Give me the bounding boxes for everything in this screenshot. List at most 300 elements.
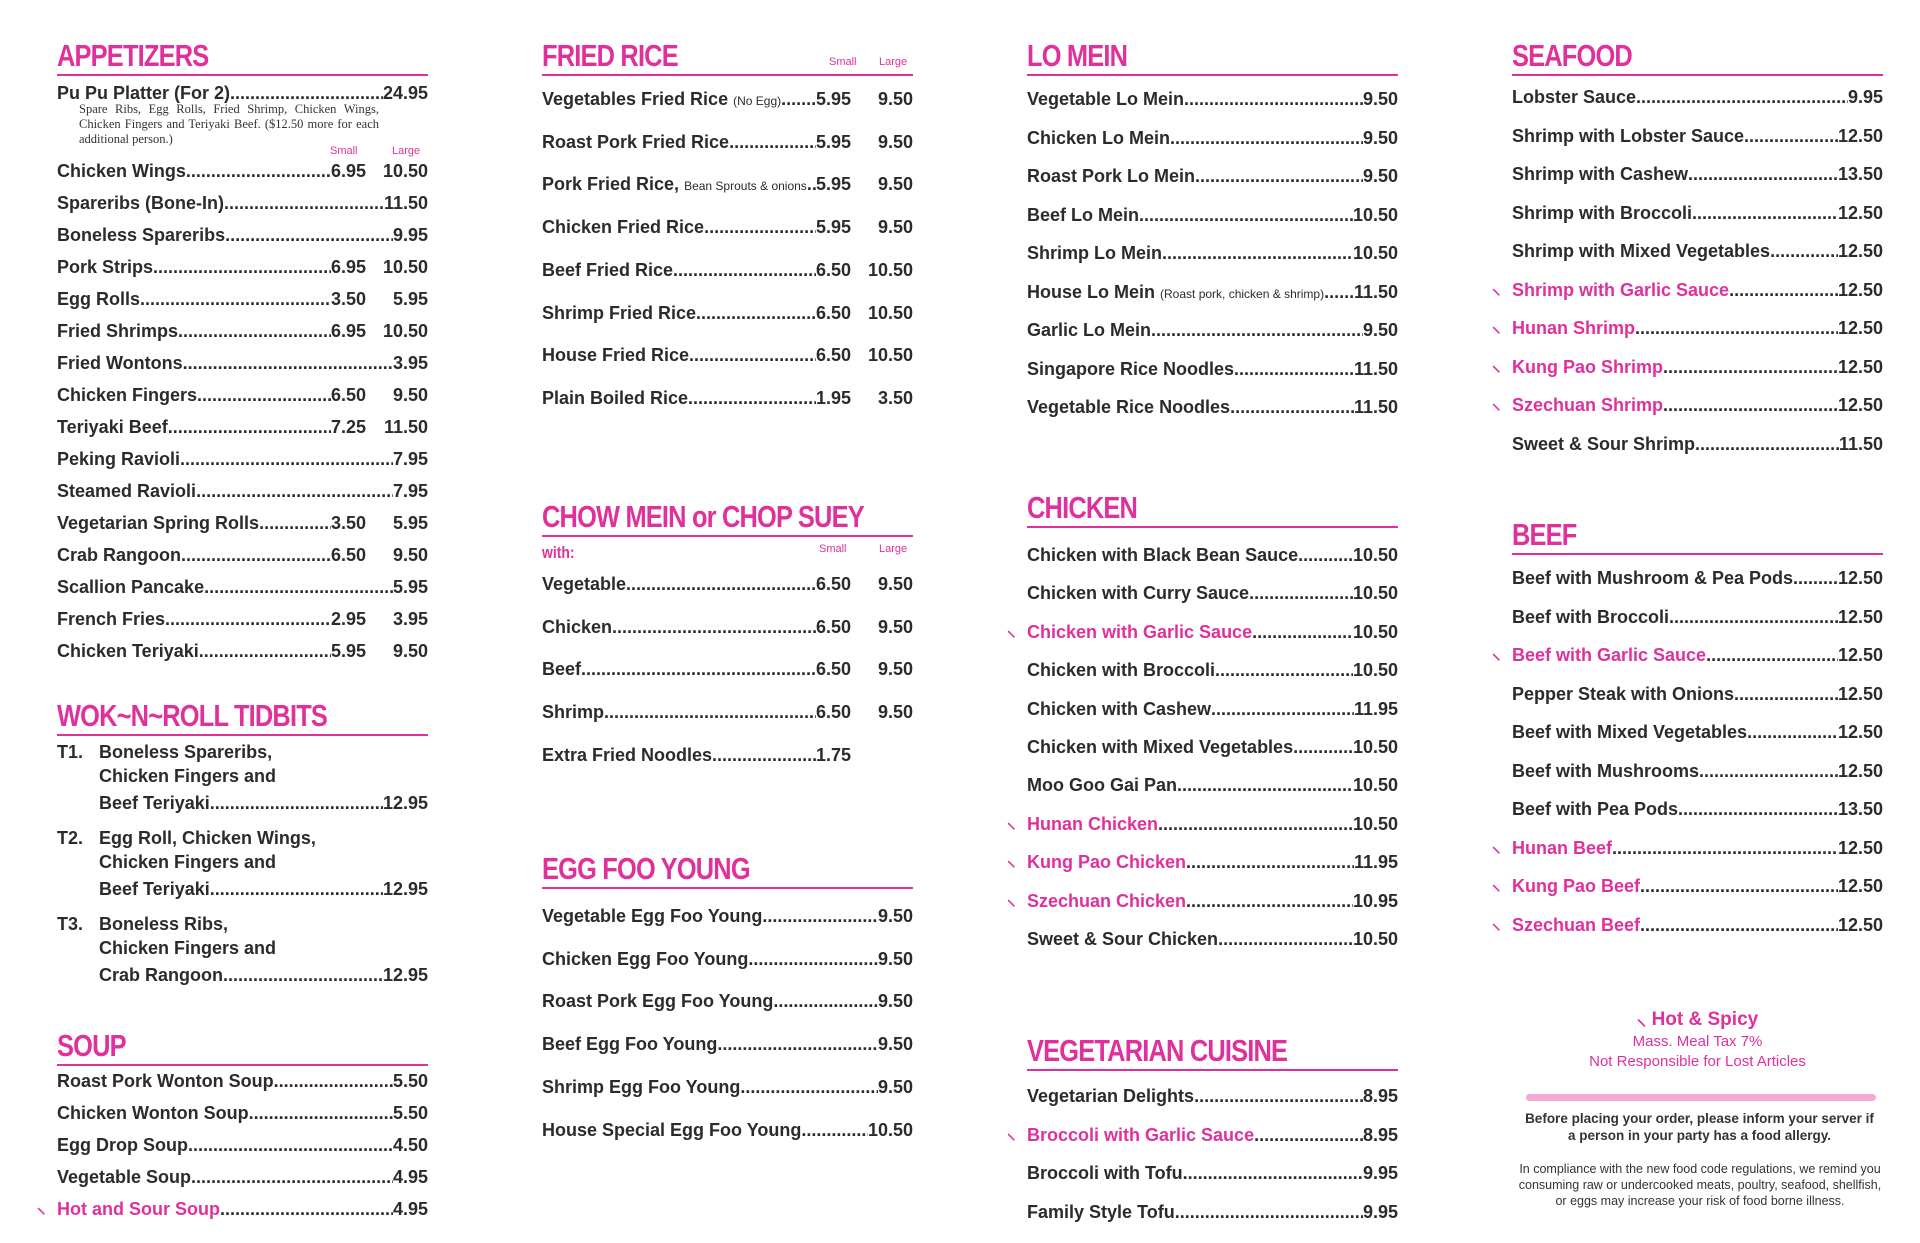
dot-leader xyxy=(1747,722,1838,743)
soup-heading xyxy=(57,1028,428,1066)
menu-item[interactable] xyxy=(1027,240,1398,264)
dot-leader xyxy=(1234,359,1354,380)
dot-leader xyxy=(230,83,383,104)
dot-leader xyxy=(696,303,816,324)
menu-item[interactable] xyxy=(542,171,913,195)
item-name: Beef with Garlic Sauce xyxy=(1512,645,1707,665)
item-name: Garlic Lo Mein xyxy=(1027,320,1152,340)
item-name: Shrimp Fried Rice xyxy=(542,302,697,323)
item-price: 4.95 xyxy=(392,1199,428,1219)
with-label: with: xyxy=(542,543,575,562)
menu-item[interactable] xyxy=(1512,200,1883,224)
menu-item[interactable] xyxy=(1007,888,1398,912)
menu-item[interactable] xyxy=(1492,835,1883,859)
menu-item[interactable] xyxy=(1027,542,1398,566)
menu-item[interactable] xyxy=(542,1031,913,1055)
dot-leader xyxy=(1640,876,1838,897)
menu-item[interactable] xyxy=(1512,719,1883,743)
menu-item[interactable] xyxy=(1027,317,1398,341)
menu-item[interactable] xyxy=(1027,696,1398,720)
item-price: 6.50 xyxy=(330,545,366,565)
item-price: 11.50 xyxy=(1353,358,1398,379)
dot-leader xyxy=(183,353,393,374)
item-price-large: 10.50 xyxy=(867,302,913,323)
menu-item[interactable] xyxy=(1007,849,1398,873)
menu-item[interactable] xyxy=(1512,431,1883,455)
menu-item[interactable] xyxy=(57,542,428,566)
item-name: Chicken Teriyaki xyxy=(57,641,199,661)
dot-leader xyxy=(180,449,393,470)
dot-leader xyxy=(717,1034,878,1055)
menu-item[interactable] xyxy=(57,574,428,598)
dot-leader xyxy=(807,174,816,195)
dot-leader xyxy=(773,991,878,1012)
dot-leader xyxy=(729,132,816,153)
item-price: 9.50 xyxy=(1362,89,1398,109)
menu-item[interactable] xyxy=(1492,642,1883,666)
item-name: Vegetarian Delights xyxy=(1027,1086,1195,1106)
menu-item[interactable] xyxy=(542,571,913,595)
item-price-large: 3.95 xyxy=(392,609,428,629)
item-price: 9.50 xyxy=(1362,166,1398,186)
item-price: 12.50 xyxy=(1837,760,1883,781)
dot-leader xyxy=(153,257,331,278)
pupu-description: Spare Ribs, Egg Rolls, Fried Shrimp, Chicken Wings, Chicken Fingers and Teriyaki Beef. ($12.50 more for each additional person.) xyxy=(79,102,379,146)
dot-leader xyxy=(249,1103,393,1124)
dot-leader xyxy=(210,879,383,900)
dot-leader xyxy=(604,702,816,723)
size-large-label: Large xyxy=(392,145,421,157)
item-name: Beef with Mushrooms xyxy=(1512,760,1700,781)
menu-item[interactable] xyxy=(57,414,428,438)
item-price: 12.50 xyxy=(1837,395,1883,415)
menu-item[interactable] xyxy=(542,214,913,238)
item-price: 12.95 xyxy=(382,965,428,985)
menu-item[interactable] xyxy=(1492,277,1883,301)
item-name: Shrimp with Broccoli xyxy=(1512,202,1693,223)
item-name: Crab Rangoon xyxy=(57,545,181,565)
item-name: House Lo Mein (Roast pork, chicken & shrimp) xyxy=(1027,281,1325,302)
item-price: 5.50 xyxy=(392,1103,428,1123)
item-name: Pu Pu Platter (For 2) xyxy=(57,83,231,103)
compliance-notice: In compliance with the new food code regulations, we remind you consuming raw or undercooked meats, poultry, seafood, shellfish, or eggs may increase your risk of food borne illness. xyxy=(1518,1162,1882,1208)
menu-item[interactable] xyxy=(57,510,428,534)
dot-leader xyxy=(1230,397,1354,418)
menu-item[interactable] xyxy=(57,286,428,310)
dot-leader xyxy=(1186,891,1353,912)
seafood-title: SEAFOOD xyxy=(1512,38,1632,73)
dot-leader xyxy=(1170,128,1363,149)
item-name: Scallion Pancake xyxy=(57,577,205,597)
item-name: Shrimp with Garlic Sauce xyxy=(1512,279,1730,300)
menu-item[interactable] xyxy=(57,1132,428,1156)
item-name: Chicken with Black Bean Sauce xyxy=(1027,545,1299,565)
dot-leader xyxy=(259,513,331,534)
item-price: 12.50 xyxy=(1837,202,1883,223)
item-name: French Fries xyxy=(57,609,166,629)
hot-legend xyxy=(1512,1005,1883,1031)
item-price: 5.50 xyxy=(392,1071,428,1091)
item-price: 24.95 xyxy=(382,83,428,103)
combo-line-text: Beef Teriyaki xyxy=(99,793,210,813)
dot-leader xyxy=(165,609,331,630)
hot-legend-label: Hot & Spicy xyxy=(1651,1009,1759,1030)
item-price: 5.95 xyxy=(815,89,851,109)
item-name: Beef with Pea Pods xyxy=(1512,799,1679,819)
item-name: Singapore Rice Noodles xyxy=(1027,358,1235,379)
item-name: Sweet & Sour Shrimp xyxy=(1512,433,1696,454)
combo-code: T3. xyxy=(57,914,84,934)
item-price: 9.50 xyxy=(877,1076,913,1097)
item-price: 1.95 xyxy=(815,387,851,408)
combo-line xyxy=(99,962,428,986)
chili-icon: ⸜ xyxy=(1492,278,1501,298)
dot-leader xyxy=(1695,434,1839,455)
chili-icon: ⸜ xyxy=(1492,644,1501,663)
item-name: Shrimp Lo Mein xyxy=(1027,243,1162,263)
menu-item[interactable] xyxy=(1512,604,1883,628)
menu-item[interactable] xyxy=(57,190,428,214)
dot-leader xyxy=(1663,357,1838,378)
item-price: 2.95 xyxy=(330,609,366,629)
dot-leader xyxy=(199,641,331,662)
menu-item[interactable] xyxy=(1027,202,1398,226)
dot-leader xyxy=(581,659,816,680)
item-name: Chicken Fingers xyxy=(57,385,198,405)
dot-leader xyxy=(1184,89,1363,110)
item-name: Roast Pork Fried Rice xyxy=(542,131,730,152)
menu-item[interactable] xyxy=(57,638,428,662)
menu-item[interactable] xyxy=(542,988,913,1012)
menu-item[interactable] xyxy=(542,342,913,366)
menu-item[interactable] xyxy=(57,254,428,278)
dot-leader xyxy=(1688,164,1838,185)
dot-leader xyxy=(762,906,878,927)
menu-item[interactable] xyxy=(542,903,913,927)
size-small-label: Small xyxy=(819,543,847,555)
item-price: 11.95 xyxy=(1353,698,1398,719)
dot-leader xyxy=(1706,645,1838,666)
item-price-large: 10.50 xyxy=(867,345,913,366)
item-price: 10.50 xyxy=(1352,583,1398,604)
menu-item[interactable] xyxy=(1027,86,1398,110)
menu-item[interactable] xyxy=(1492,873,1883,897)
item-price: 9.50 xyxy=(1362,127,1398,148)
menu-item[interactable] xyxy=(57,1100,428,1124)
lost-articles-note: Not Responsible for Lost Articles xyxy=(1589,1053,1806,1070)
combo-line: Chicken Fingers and xyxy=(99,852,277,872)
item-price: 9.50 xyxy=(877,991,913,1012)
dot-leader xyxy=(781,89,816,110)
dot-leader xyxy=(204,577,393,598)
item-name: Chicken with Garlic Sauce xyxy=(1027,621,1253,642)
menu-item[interactable] xyxy=(1027,657,1398,681)
item-price: 10.95 xyxy=(1352,890,1398,911)
item-name: Pork Fried Rice, Bean Sprouts & onions xyxy=(542,174,807,195)
item-name: Chicken with Cashew xyxy=(1027,698,1212,719)
item-price: 11.50 xyxy=(1838,433,1883,454)
dot-leader xyxy=(1162,243,1353,264)
menu-item[interactable] xyxy=(542,699,913,723)
item-name: Hunan Beef xyxy=(1512,837,1613,858)
menu-item[interactable] xyxy=(37,1196,428,1220)
dot-leader xyxy=(1298,545,1353,566)
item-price: 10.50 xyxy=(1352,813,1398,834)
menu-item[interactable] xyxy=(1492,912,1883,936)
item-price: 10.50 xyxy=(1352,204,1398,225)
menu-item[interactable] xyxy=(1027,356,1398,380)
item-name: Kung Pao Beef xyxy=(1512,876,1641,896)
dot-leader xyxy=(1211,699,1354,720)
item-price: 6.95 xyxy=(330,161,366,181)
menu-item[interactable] xyxy=(1027,163,1398,187)
dot-leader xyxy=(1293,737,1353,758)
item-price: 10.50 xyxy=(1352,660,1398,681)
combo-code: T2. xyxy=(57,828,84,848)
menu-item[interactable] xyxy=(542,129,913,153)
item-name: Shrimp with Mixed Vegetables xyxy=(1512,241,1771,261)
dot-leader xyxy=(1770,241,1838,262)
menu-item[interactable] xyxy=(57,382,428,406)
item-price: 8.95 xyxy=(1362,1124,1398,1145)
menu-item[interactable] xyxy=(1027,1160,1398,1184)
chili-icon: ⸜ xyxy=(1492,394,1501,413)
item-name: Szechuan Shrimp xyxy=(1512,395,1664,415)
item-name: Chicken xyxy=(542,616,613,637)
lo-mein-title: LO MEIN xyxy=(1027,38,1128,73)
item-price: 1.75 xyxy=(815,744,851,765)
item-note: Bean Sprouts & onions xyxy=(684,179,807,194)
menu-item[interactable] xyxy=(1512,681,1883,705)
item-price: 9.95 xyxy=(392,225,428,245)
chili-icon: ⸜ xyxy=(1007,812,1016,832)
item-price-large: 5.95 xyxy=(392,513,428,533)
item-price-large: 11.50 xyxy=(383,417,428,437)
item-name: Szechuan Chicken xyxy=(1027,890,1187,911)
dot-leader xyxy=(225,225,393,246)
menu-item[interactable] xyxy=(57,478,428,502)
dot-leader xyxy=(1158,814,1353,835)
chicken-title: CHICKEN xyxy=(1027,490,1138,525)
menu-item[interactable] xyxy=(57,222,428,246)
combo-line xyxy=(99,876,428,900)
dot-leader xyxy=(801,1120,868,1141)
menu-item[interactable] xyxy=(1027,772,1398,796)
lo-mein-heading xyxy=(1027,38,1398,76)
dot-leader xyxy=(197,385,331,406)
item-price: 6.95 xyxy=(330,257,366,277)
dot-leader xyxy=(196,481,393,502)
dot-leader xyxy=(1678,799,1838,820)
item-price: 12.50 xyxy=(1837,722,1883,742)
egg-foo-young-heading xyxy=(542,851,913,889)
chili-icon: ⸜ xyxy=(1492,317,1501,336)
item-name: Vegetable Egg Foo Young xyxy=(542,906,763,926)
item-price: 6.95 xyxy=(330,321,366,341)
menu-item[interactable] xyxy=(1007,619,1398,643)
dot-leader xyxy=(1640,915,1838,936)
item-name: Extra Fried Noodles xyxy=(542,744,713,765)
menu-item[interactable] xyxy=(542,1074,913,1098)
item-name: Boneless Spareribs xyxy=(57,225,226,245)
menu-item[interactable] xyxy=(1512,161,1883,185)
menu-item[interactable] xyxy=(542,86,913,110)
menu-item[interactable] xyxy=(1027,926,1398,950)
dot-leader xyxy=(1793,568,1838,589)
dot-leader xyxy=(1734,684,1838,705)
menu-item[interactable] xyxy=(1512,565,1883,589)
chow-mein-heading xyxy=(542,499,913,537)
menu-item[interactable] xyxy=(57,318,428,342)
dot-leader xyxy=(1252,622,1353,643)
item-price: 11.50 xyxy=(1353,397,1398,417)
dot-leader xyxy=(181,545,331,566)
menu-item[interactable] xyxy=(542,1117,913,1141)
dot-leader xyxy=(186,161,331,182)
dot-leader xyxy=(210,793,383,814)
item-name: Roast Pork Lo Mein xyxy=(1027,166,1196,186)
dot-leader xyxy=(274,1071,393,1092)
chili-icon: ⸜ xyxy=(1492,913,1501,933)
item-name: Steamed Ravioli xyxy=(57,481,197,501)
menu-item-pupu[interactable] xyxy=(57,80,428,104)
menu-item[interactable] xyxy=(1512,84,1883,108)
dot-leader xyxy=(1177,775,1353,796)
chili-icon: ⸜ xyxy=(1007,851,1016,871)
combo-line: Chicken Fingers and xyxy=(99,938,277,958)
allergy-notice: Before placing your order, please inform your server if a person in your party has a food allergy. xyxy=(1525,1111,1874,1143)
item-price: 11.95 xyxy=(1353,852,1398,873)
menu-item[interactable] xyxy=(1027,580,1398,604)
chili-icon: ⸜ xyxy=(1492,875,1501,894)
menu-item[interactable] xyxy=(57,606,428,630)
menu-item[interactable] xyxy=(542,300,913,324)
item-price: 7.25 xyxy=(330,417,366,437)
item-price: 12.95 xyxy=(382,793,428,813)
item-price-large: 10.50 xyxy=(382,161,428,181)
dot-leader xyxy=(1669,607,1838,628)
menu-item[interactable] xyxy=(542,742,913,766)
combo-line: Boneless Spareribs, xyxy=(99,742,273,762)
menu-item[interactable] xyxy=(57,1164,428,1188)
item-name: Beef Egg Foo Young xyxy=(542,1034,718,1055)
item-name: Pork Strips xyxy=(57,257,154,277)
menu-item[interactable] xyxy=(542,257,913,281)
dot-leader xyxy=(1692,203,1838,224)
item-price: 5.95 xyxy=(815,217,851,238)
item-name: Vegetable Lo Mein xyxy=(1027,89,1185,109)
item-price: 9.50 xyxy=(1362,320,1398,340)
menu-item[interactable] xyxy=(1027,1083,1398,1107)
menu-item[interactable] xyxy=(1492,354,1883,378)
item-name: Shrimp with Lobster Sauce xyxy=(1512,125,1745,146)
item-price: 3.95 xyxy=(392,353,428,373)
menu-item[interactable] xyxy=(1512,758,1883,782)
item-price-large: 9.50 xyxy=(877,217,913,238)
dot-leader xyxy=(1324,282,1354,303)
item-price: 10.50 xyxy=(1352,929,1398,949)
menu-item[interactable] xyxy=(542,614,913,638)
dot-leader xyxy=(689,345,816,366)
item-price: 10.50 xyxy=(1352,621,1398,642)
dot-leader xyxy=(140,289,331,310)
fried-rice-heading xyxy=(542,38,913,76)
menu-item[interactable] xyxy=(1007,811,1398,835)
dot-leader xyxy=(612,617,816,638)
size-large-label: Large xyxy=(879,543,908,555)
legend-block xyxy=(1512,1005,1883,1070)
menu-item[interactable] xyxy=(1027,734,1398,758)
combo-line xyxy=(99,790,428,814)
menu-item[interactable] xyxy=(542,656,913,680)
item-price: 6.50 xyxy=(815,616,851,637)
item-name: Broccoli with Garlic Sauce xyxy=(1027,1124,1255,1145)
item-name: Peking Ravioli xyxy=(57,449,181,469)
item-price: 12.50 xyxy=(1837,241,1883,261)
item-price-large: 10.50 xyxy=(867,259,913,280)
item-name: Pepper Steak with Onions xyxy=(1512,683,1735,704)
dot-leader xyxy=(1195,166,1363,187)
item-price: 9.50 xyxy=(877,906,913,926)
menu-item[interactable] xyxy=(1512,796,1883,820)
item-price-large: 9.50 xyxy=(877,702,913,723)
dot-leader xyxy=(223,965,383,986)
item-price-large: 9.50 xyxy=(877,574,913,594)
item-price: 12.95 xyxy=(382,879,428,899)
item-name: Fried Shrimps xyxy=(57,321,179,341)
item-price: 8.95 xyxy=(1362,1086,1398,1106)
vegetarian-heading xyxy=(1027,1033,1398,1071)
item-price: 13.50 xyxy=(1837,799,1883,819)
item-name: Family Style Tofu xyxy=(1027,1201,1175,1222)
item-price: 10.50 xyxy=(1352,737,1398,757)
menu-item[interactable] xyxy=(1027,394,1398,418)
combo-code: T1. xyxy=(57,742,84,762)
menu-item[interactable] xyxy=(1512,238,1883,262)
menu-item[interactable] xyxy=(1492,315,1883,339)
item-price-large: 10.50 xyxy=(382,321,428,341)
menu-item[interactable] xyxy=(1492,392,1883,416)
item-name: Chicken with Broccoli xyxy=(1027,660,1216,681)
item-note: (Roast pork, chicken & shrimp) xyxy=(1160,286,1325,301)
menu-item[interactable] xyxy=(57,350,428,374)
combo-line: Boneless Ribs, xyxy=(99,914,229,934)
menu-item[interactable] xyxy=(57,1068,428,1092)
item-name: Spareribs (Bone-In) xyxy=(57,193,225,213)
tidbits-title: WOK~N~ROLL TIDBITS xyxy=(57,698,328,733)
item-price: 12.50 xyxy=(1837,645,1883,665)
item-price: 9.50 xyxy=(877,948,913,969)
item-price-large: 9.50 xyxy=(877,616,913,637)
dot-leader xyxy=(1254,1125,1363,1146)
menu-item[interactable] xyxy=(57,446,428,470)
menu-item[interactable] xyxy=(57,158,428,182)
menu-item[interactable] xyxy=(542,946,913,970)
menu-item[interactable] xyxy=(1027,125,1398,149)
item-name: Vegetable xyxy=(542,574,627,594)
item-price-large: 10.50 xyxy=(382,257,428,277)
menu-item[interactable] xyxy=(1027,1199,1398,1223)
dot-leader xyxy=(188,1135,393,1156)
item-name: Shrimp with Cashew xyxy=(1512,164,1689,184)
menu-item[interactable] xyxy=(1512,123,1883,147)
menu-item[interactable] xyxy=(1007,1122,1398,1146)
dot-leader xyxy=(1215,660,1353,681)
menu-item[interactable] xyxy=(542,385,913,409)
item-name: Shrimp Egg Foo Young xyxy=(542,1076,741,1097)
dot-leader xyxy=(1139,205,1353,226)
menu-item[interactable] xyxy=(1027,279,1398,303)
